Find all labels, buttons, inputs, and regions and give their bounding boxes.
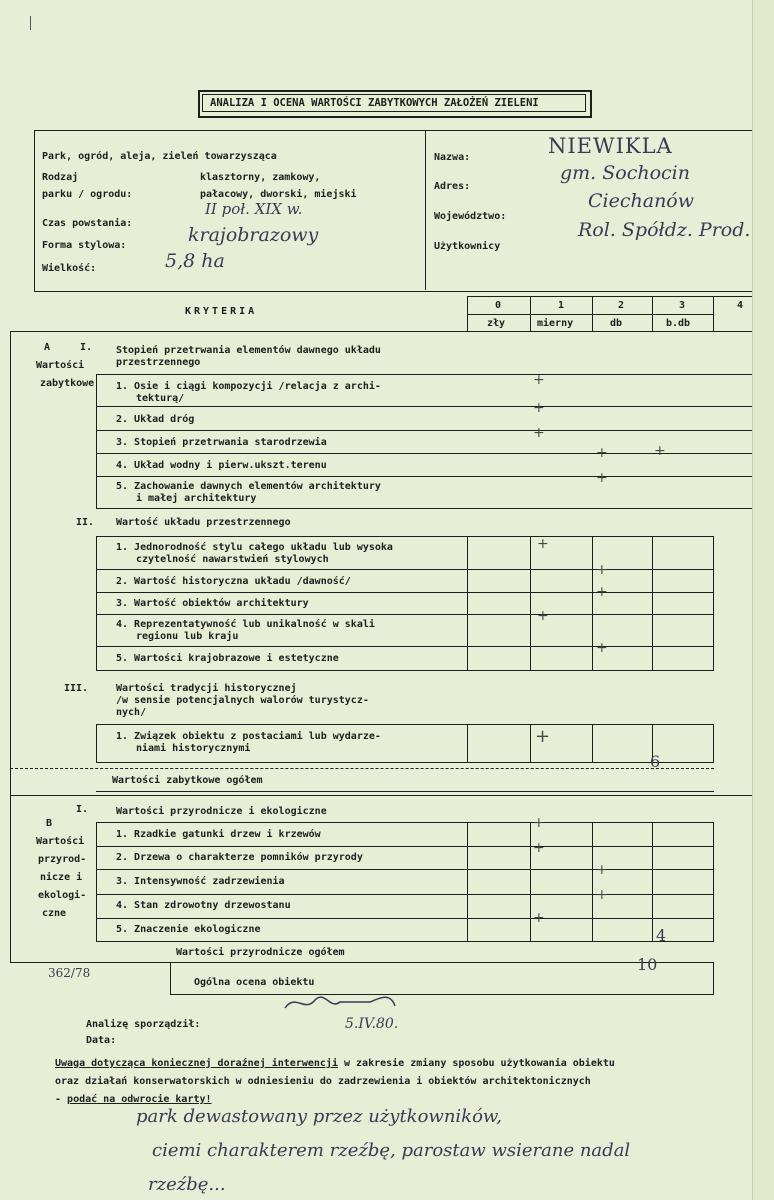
section-b-total-label: Wartości przyrodnicze ogółem xyxy=(176,947,345,958)
section-b-name-4: ekologi- xyxy=(38,890,87,901)
tick-mark: + xyxy=(596,470,608,486)
document-title: ANALIZA I OCENA WARTOŚCI ZABYTKOWYCH ZAŁOŻEŃ ZIELENI xyxy=(210,97,539,109)
wielkosc-label: Wielkość: xyxy=(42,263,97,274)
uzytkownik-value: Rol. Spółdz. Prod. xyxy=(578,219,751,241)
tick-mark: + xyxy=(535,726,551,747)
criterion-a1-4: 4. Układ wodny i pierw.ukszt.terenu xyxy=(116,460,327,471)
section-a-total-value: 6 xyxy=(650,752,661,771)
section-b-name-5: czne xyxy=(42,908,67,919)
rodzaj-options-2: pałacowy, dworski, miejski xyxy=(200,189,357,200)
tick-mark: + xyxy=(533,400,545,416)
col-3-label: b.db xyxy=(666,318,691,329)
criterion-b1-3: 3. Intensywność zadrzewienia xyxy=(116,876,285,887)
criterion-a3-1-line2: niami historycznymi xyxy=(136,743,251,754)
overall-score-label: Ogólna ocena obiektu xyxy=(194,977,315,988)
note-line-1: park dewastowany przez użytkowników, xyxy=(136,1106,502,1127)
col-3-num: 3 xyxy=(679,300,686,311)
criterion-a2-2: 2. Wartość historyczna układu /dawność/ xyxy=(116,576,351,587)
criterion-a1-5: 5. Zachowanie dawnych elementów architektury xyxy=(116,481,381,492)
kryteria-title: KRYTERIA xyxy=(185,306,258,317)
forma-value: krajobrazowy xyxy=(188,224,319,246)
criterion-a2-3: 3. Wartość obiektów architektury xyxy=(116,598,309,609)
tick-mark: + xyxy=(596,562,608,578)
criterion-a1-3: 3. Stopień przetrwania starodrzewia xyxy=(116,437,327,448)
col-0-label: zły xyxy=(487,318,506,329)
uwaga-line-1 xyxy=(55,1058,615,1070)
group-a1-num: I. xyxy=(80,342,93,353)
nazwa-value: NIEWIKLA xyxy=(548,134,673,158)
criterion-a2-1-line2: czytelność nawarstwień stylowych xyxy=(136,554,329,565)
uwaga-line-3 xyxy=(55,1094,212,1106)
data-label: Data: xyxy=(86,1035,117,1046)
col-1-label: mierny xyxy=(537,318,574,329)
section-b-name-2: przyrod- xyxy=(38,854,87,865)
group-a3-title: Wartości tradycji historycznej xyxy=(116,683,297,694)
criterion-a2-5: 5. Wartości krajobrazowe i estetyczne xyxy=(116,653,339,664)
uzytkownik-label: Użytkownicy xyxy=(434,241,501,252)
section-b-name-3: nicze i xyxy=(40,872,83,883)
col-4-num: 4 xyxy=(737,300,744,311)
info-divider xyxy=(425,130,426,290)
park-label: Park, ogród, aleja, zieleń towarzysząca xyxy=(42,151,277,162)
criteria-header-top xyxy=(467,296,772,297)
group-a3-num: III. xyxy=(64,683,89,694)
criterion-b1-4: 4. Stan zdrowotny drzewostanu xyxy=(116,900,291,911)
group-a2-title: Wartość układu przestrzennego xyxy=(116,517,291,528)
group-b1-num: I. xyxy=(76,804,89,815)
uwaga-line-2: oraz działań konserwatorskich w odniesieniu do zadrzewienia i obiektów architektonicznych xyxy=(55,1076,591,1087)
uwaga-emphasis: Uwaga dotycząca koniecznej doraźnej interwencji xyxy=(55,1058,338,1069)
note-line-3: rzeźbę... xyxy=(148,1174,226,1195)
tick-mark: + xyxy=(596,445,608,461)
wojewodztwo-value: Ciechanów xyxy=(588,190,695,212)
col-2-num: 2 xyxy=(618,300,625,311)
adres-label: Adres: xyxy=(434,181,471,192)
section-a-letter: A xyxy=(44,342,51,353)
section-b-name-1: Wartości xyxy=(36,836,85,847)
overall-score-value: 10 xyxy=(637,955,658,974)
criterion-a1-1-line2: tekturą/ xyxy=(136,393,185,404)
group-a1-title-2: przestrzennego xyxy=(116,357,201,368)
tick-mark: + xyxy=(537,608,549,624)
czas-value: II poł. XIX w. xyxy=(205,200,303,218)
criteria-header-bottom xyxy=(10,331,772,332)
section-a-name-2: zabytkowe xyxy=(40,378,95,389)
czas-label: Czas powstania: xyxy=(42,218,133,229)
rodzaj-label: Rodzaj xyxy=(42,172,79,183)
tick-mark: + xyxy=(596,640,608,656)
forma-label: Forma stylowa: xyxy=(42,240,127,251)
analiza-label: Analizę sporządził: xyxy=(86,1019,201,1030)
tick-mark: + xyxy=(533,425,545,441)
punch-mark xyxy=(30,16,31,30)
group-a3-title-3: nych/ xyxy=(116,707,147,718)
col-2-label: db xyxy=(610,318,623,329)
tick-mark: + xyxy=(654,443,666,459)
criterion-a3-1: 1. Związek obiektu z postaciami lub wydarze- xyxy=(116,731,381,742)
file-reference-number: 362/78 xyxy=(48,966,91,980)
criterion-b1-1: 1. Rzadkie gatunki drzew i krzewów xyxy=(116,829,321,840)
criterion-a1-1: 1. Osie i ciągi kompozycji /relacja z archi- xyxy=(116,381,381,392)
wielkosc-value: 5,8 ha xyxy=(165,250,225,272)
col-0-num: 0 xyxy=(495,300,502,311)
col-1-num: 1 xyxy=(558,300,565,311)
adres-value: gm. Sochocin xyxy=(560,162,690,184)
tick-mark: + xyxy=(533,910,545,926)
tick-mark: + xyxy=(596,887,608,903)
section-a-name-1: Wartości xyxy=(36,360,85,371)
group-a1-title: Stopień przetrwania elementów dawnego układu xyxy=(116,345,381,356)
tick-mark: + xyxy=(533,815,545,831)
page-edge xyxy=(752,0,774,1200)
tick-mark: + xyxy=(596,862,608,878)
tick-mark: + xyxy=(533,372,545,388)
group-a2-num: II. xyxy=(76,517,95,528)
section-a-total-label: Wartości zabytkowe ogółem xyxy=(112,775,263,786)
note-line-2: ciemi charakterem rzeźbę, parostaw wsierane nadal xyxy=(152,1140,631,1161)
uwaga-dash: - xyxy=(55,1094,68,1105)
rodzaj-options-1: klasztorny, zamkowy, xyxy=(200,172,321,183)
tick-mark: + xyxy=(537,536,549,552)
criterion-b1-2: 2. Drzewa o charakterze pomników przyrody xyxy=(116,852,363,863)
criterion-a2-4-line2: regionu lub kraju xyxy=(136,631,239,642)
criterion-a1-2: 2. Układ dróg xyxy=(116,414,195,425)
group-a3-title-2: /w sensie potencjalnych walorów turystycz- xyxy=(116,695,369,706)
criterion-a2-4: 4. Reprezentatywność lub unikalność w skali xyxy=(116,619,375,630)
criterion-b1-5: 5. Znaczenie ekologiczne xyxy=(116,924,261,935)
tick-mark: + xyxy=(596,584,608,600)
section-b-total-value: 4 xyxy=(656,926,667,945)
group-b1-title: Wartości przyrodnicze i ekologiczne xyxy=(116,806,327,817)
section-b-letter: B xyxy=(46,818,53,829)
nazwa-label: Nazwa: xyxy=(434,152,471,163)
tick-mark: + xyxy=(533,840,545,856)
uwaga-instruction: podać na odwrocie karty! xyxy=(67,1094,212,1105)
wojewodztwo-label: Województwo: xyxy=(434,211,507,222)
signature xyxy=(280,988,420,1018)
uwaga-rest: w zakresie zmiany sposobu użytkowania obiektu xyxy=(337,1058,615,1069)
rodzaj-label-2: parku / ogrodu: xyxy=(42,189,133,200)
data-value: 5.IV.80. xyxy=(345,1016,399,1032)
criterion-a1-5-line2: i małej architektury xyxy=(136,493,257,504)
criterion-a2-1: 1. Jednorodność stylu całego układu lub wysoka xyxy=(116,542,393,553)
